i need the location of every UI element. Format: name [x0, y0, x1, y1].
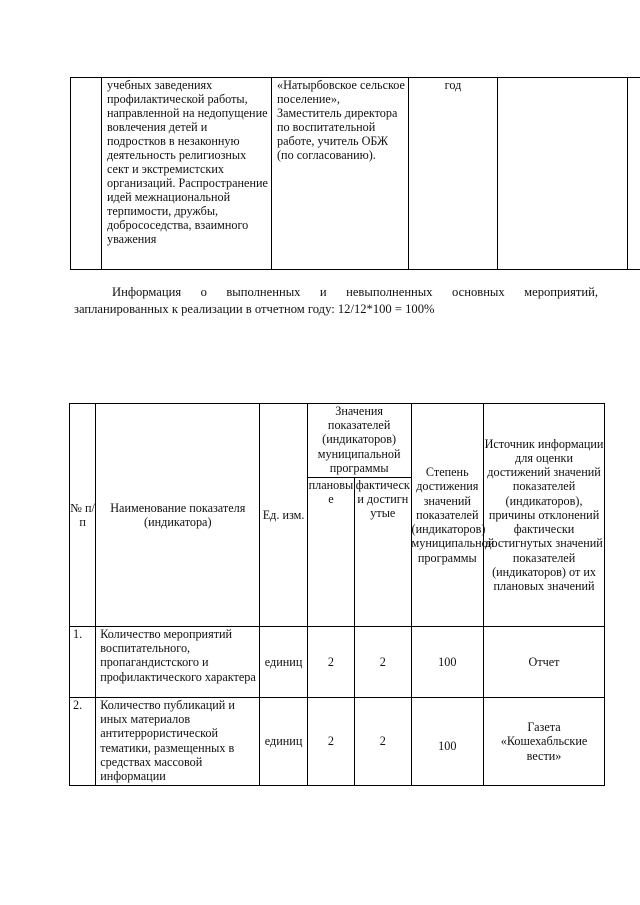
row-name: Количество мероприятий воспитательного, пропагандистского и профилактического характера	[96, 627, 260, 698]
header-unit: Ед. изм.	[260, 404, 307, 627]
info-paragraph-text: Информация о выполненных и невыполненных основных мероприятий, запланированных к реализации в отчетном году: 12/12*100 = 100%	[74, 285, 598, 316]
row-degree: 100	[411, 698, 484, 786]
period-text: год	[444, 78, 462, 92]
empty-cell	[71, 78, 102, 270]
info-paragraph	[74, 284, 598, 317]
row-actual: 2	[355, 698, 411, 786]
header-actual: фактически достигнутые	[355, 478, 411, 627]
empty-cell	[628, 78, 640, 270]
executor-text: «Натырбовское сельское поселение», Заместитель директора по воспитательной работе, учитель ОБЖ (по согласованию).	[277, 78, 405, 162]
activities-table	[70, 77, 640, 270]
row-num: 1.	[70, 627, 96, 698]
row-name: Количество публикаций и иных материалов антитеррористической тематики, размещенных в средствах массовой информации	[96, 698, 260, 786]
activity-cell	[102, 78, 272, 270]
header-num: № п/п	[70, 404, 96, 627]
row-unit: единиц	[260, 698, 307, 786]
table-row	[71, 78, 640, 270]
row-planned: 2	[307, 698, 354, 786]
executor-cell	[272, 78, 409, 270]
row-planned: 2	[307, 627, 354, 698]
header-source: Источник информации для оценки достижений значений показателей (индикаторов), причины отклонений фактически достигнутых значений показателей (индикаторов) от их плановых значений	[484, 404, 605, 627]
table-row	[70, 698, 605, 786]
activity-text: учебных заведениях профилактической работы, направленной на недопущение вовлечения детей и подростков в незаконную деятельность религиозных сект и экстремистских организаций. Распространение идей межнациональной терпимости, дружбы, добрососедства, взаимного уважения	[107, 78, 268, 246]
header-planned: плановые	[307, 478, 354, 627]
row-source: Отчет	[484, 627, 605, 698]
header-name: Наименование показателя (индикатора)	[96, 404, 260, 627]
header-values-group: Значения показателей (индикаторов) муниципальной программы	[307, 404, 411, 478]
row-degree: 100	[411, 627, 484, 698]
row-unit: единиц	[260, 627, 307, 698]
period-cell	[409, 78, 498, 270]
row-num: 2.	[70, 698, 96, 786]
indicators-table	[69, 403, 605, 786]
empty-cell	[498, 78, 628, 270]
row-source: Газета «Кошехабльские вести»	[484, 698, 605, 786]
row-actual: 2	[355, 627, 411, 698]
header-degree: Степень достижения значений показателей (индикаторов) муниципальной программы	[411, 404, 484, 627]
table-row	[70, 627, 605, 698]
header-row	[70, 404, 605, 478]
